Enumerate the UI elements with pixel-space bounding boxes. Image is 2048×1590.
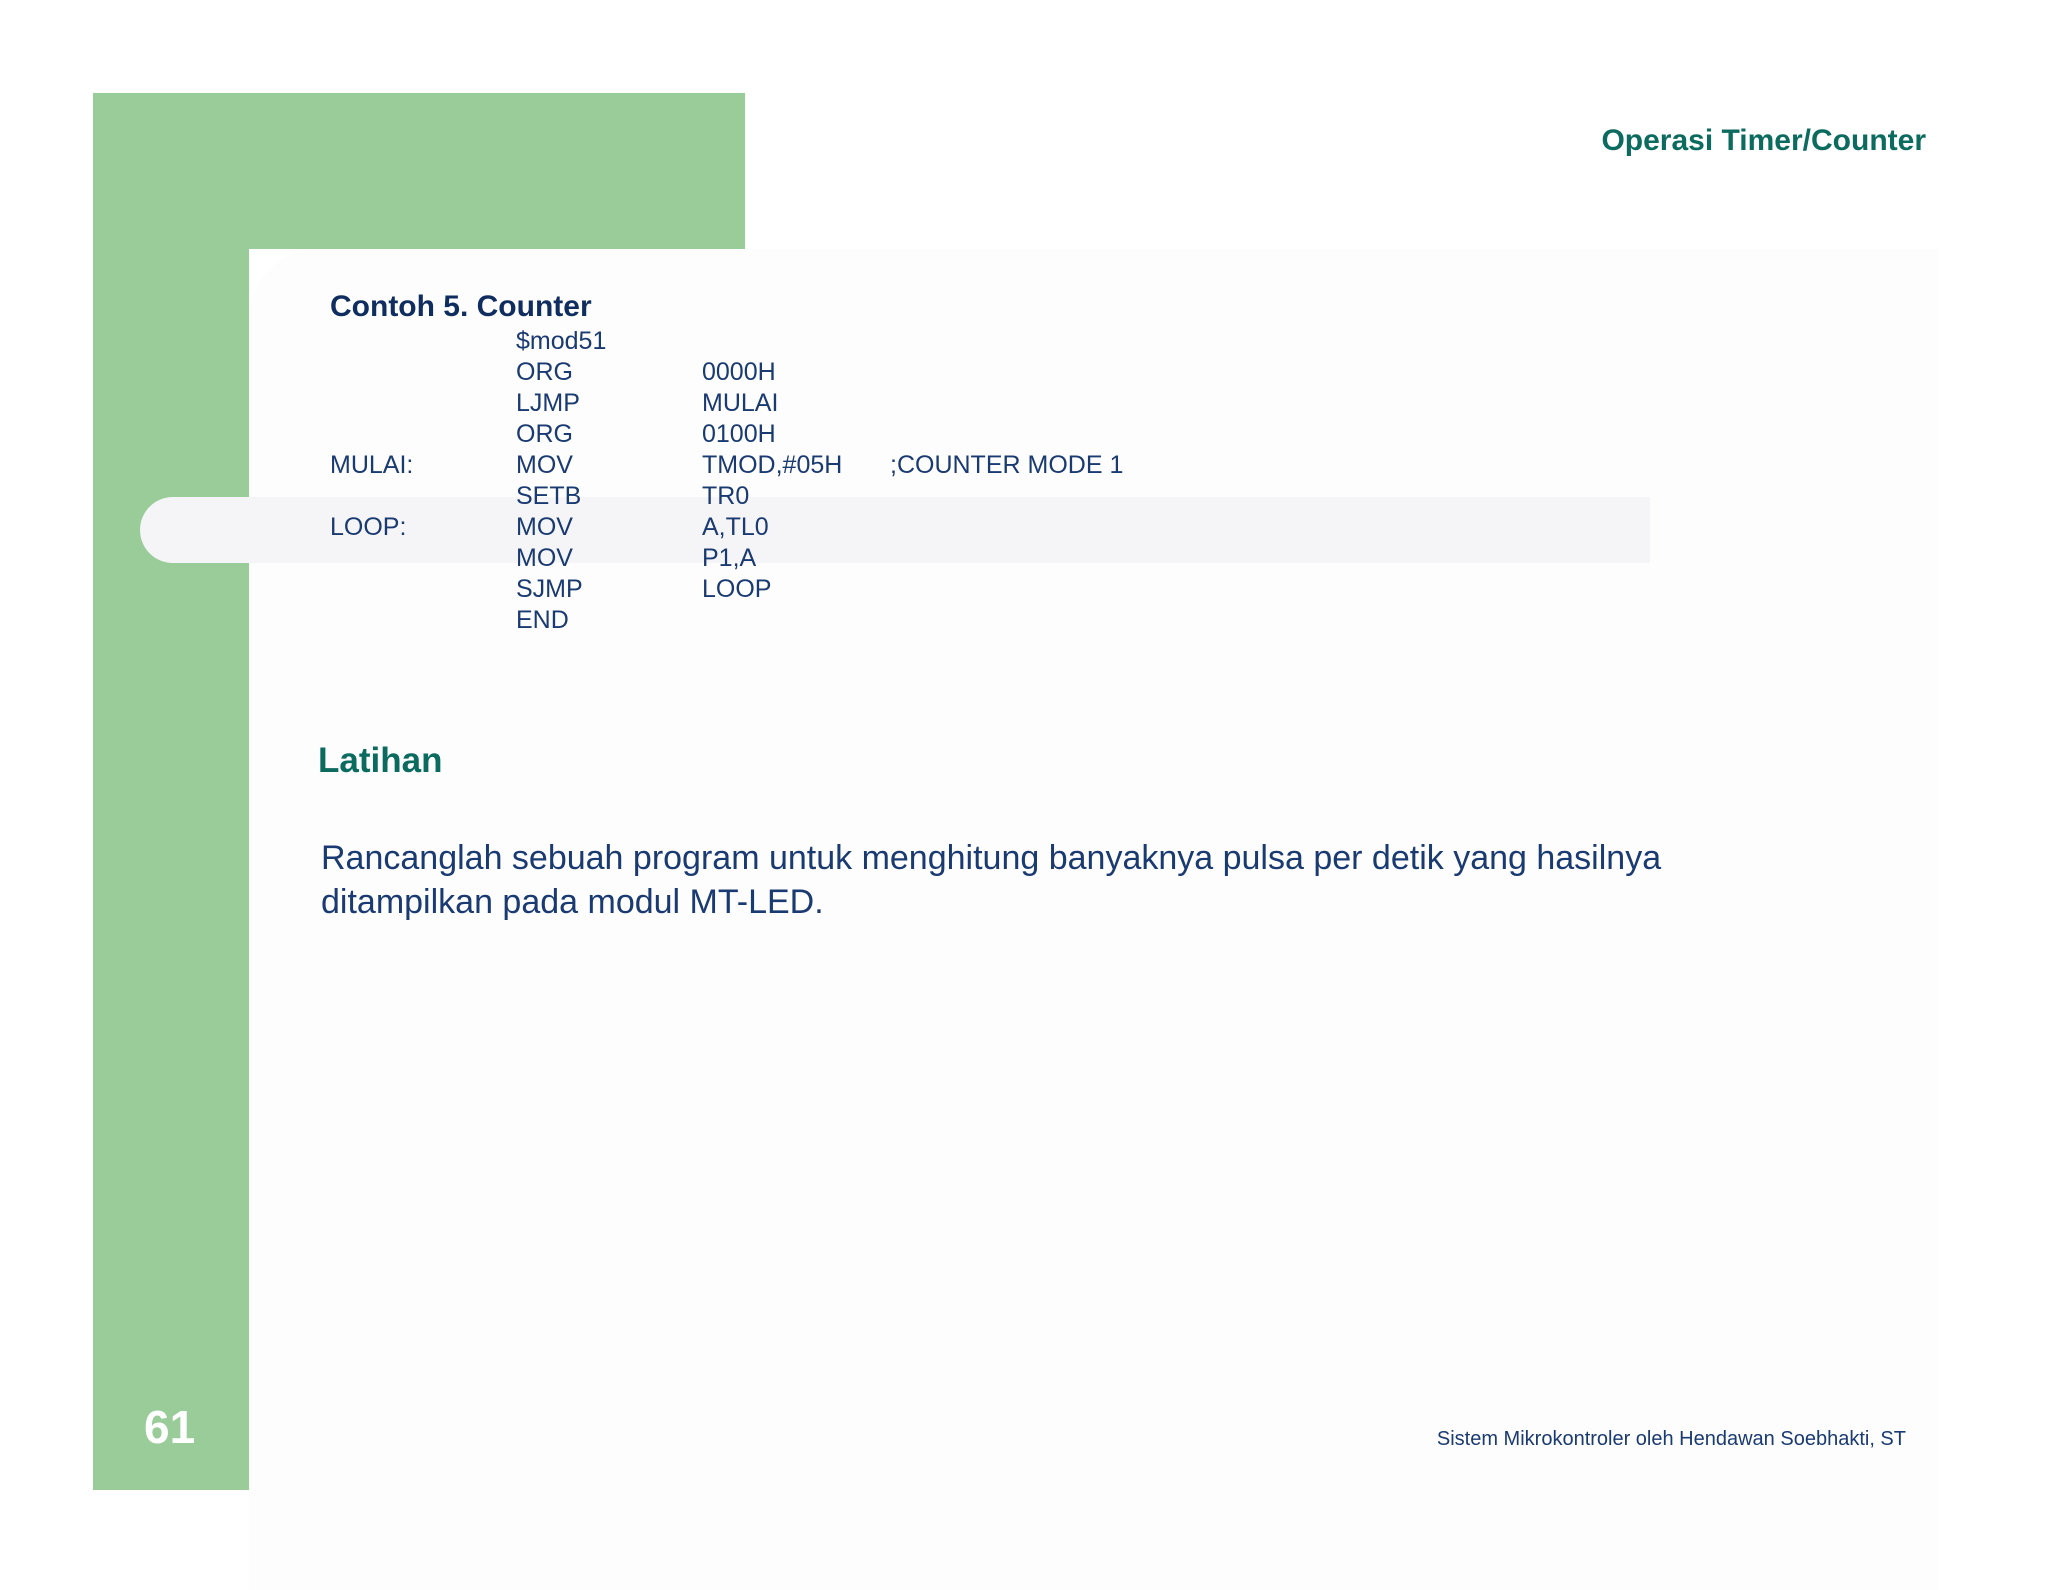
code-arg: LOOP	[702, 575, 772, 603]
code-arg: MULAI	[702, 389, 779, 417]
code-line	[330, 419, 1230, 450]
exercise-text: Rancanglah sebuah program untuk menghitung banyaknya pulsa per detik yang hasilnya ditampilkan pada modul MT-LED.	[321, 839, 1662, 921]
code-arg: TMOD,#05H	[702, 451, 843, 479]
code-line	[330, 543, 1230, 574]
code-line	[330, 605, 1230, 636]
code-op: ORG	[516, 420, 573, 448]
exercise-heading: Latihan	[318, 741, 443, 780]
code-arg: TR0	[702, 482, 750, 510]
code-op: $mod51	[516, 327, 607, 355]
code-op: MOV	[516, 513, 573, 541]
code-op: END	[516, 606, 569, 634]
code-arg: 0000H	[702, 358, 776, 386]
code-op: ORG	[516, 358, 573, 386]
footer-credit: Sistem Mikrokontroler oleh Hendawan Soebhakti, ST	[1436, 1428, 1906, 1450]
code-op: LJMP	[516, 389, 580, 417]
code-line	[330, 512, 1230, 543]
code-line	[330, 388, 1230, 419]
code-op: SETB	[516, 482, 582, 510]
code-label: LOOP:	[330, 513, 407, 541]
code-op: MOV	[516, 544, 573, 572]
code-arg: A,TL0	[702, 513, 769, 541]
code-line	[330, 450, 1230, 481]
code-line	[330, 357, 1230, 388]
code-line	[330, 481, 1230, 512]
code-listing	[330, 326, 1230, 636]
code-line	[330, 326, 1230, 357]
code-op: MOV	[516, 451, 573, 479]
code-line	[330, 574, 1230, 605]
slide-header: Operasi Timer/Counter	[1601, 124, 1926, 157]
example-title: Contoh 5. Counter	[330, 290, 592, 323]
code-arg: 0100H	[702, 420, 776, 448]
code-label: MULAI:	[330, 451, 414, 479]
code-comment: ;COUNTER MODE 1	[890, 451, 1124, 479]
green-side-bar	[93, 93, 249, 1490]
code-arg: P1,A	[702, 544, 757, 572]
code-op: SJMP	[516, 575, 583, 603]
page-number: 61	[144, 1401, 196, 1453]
